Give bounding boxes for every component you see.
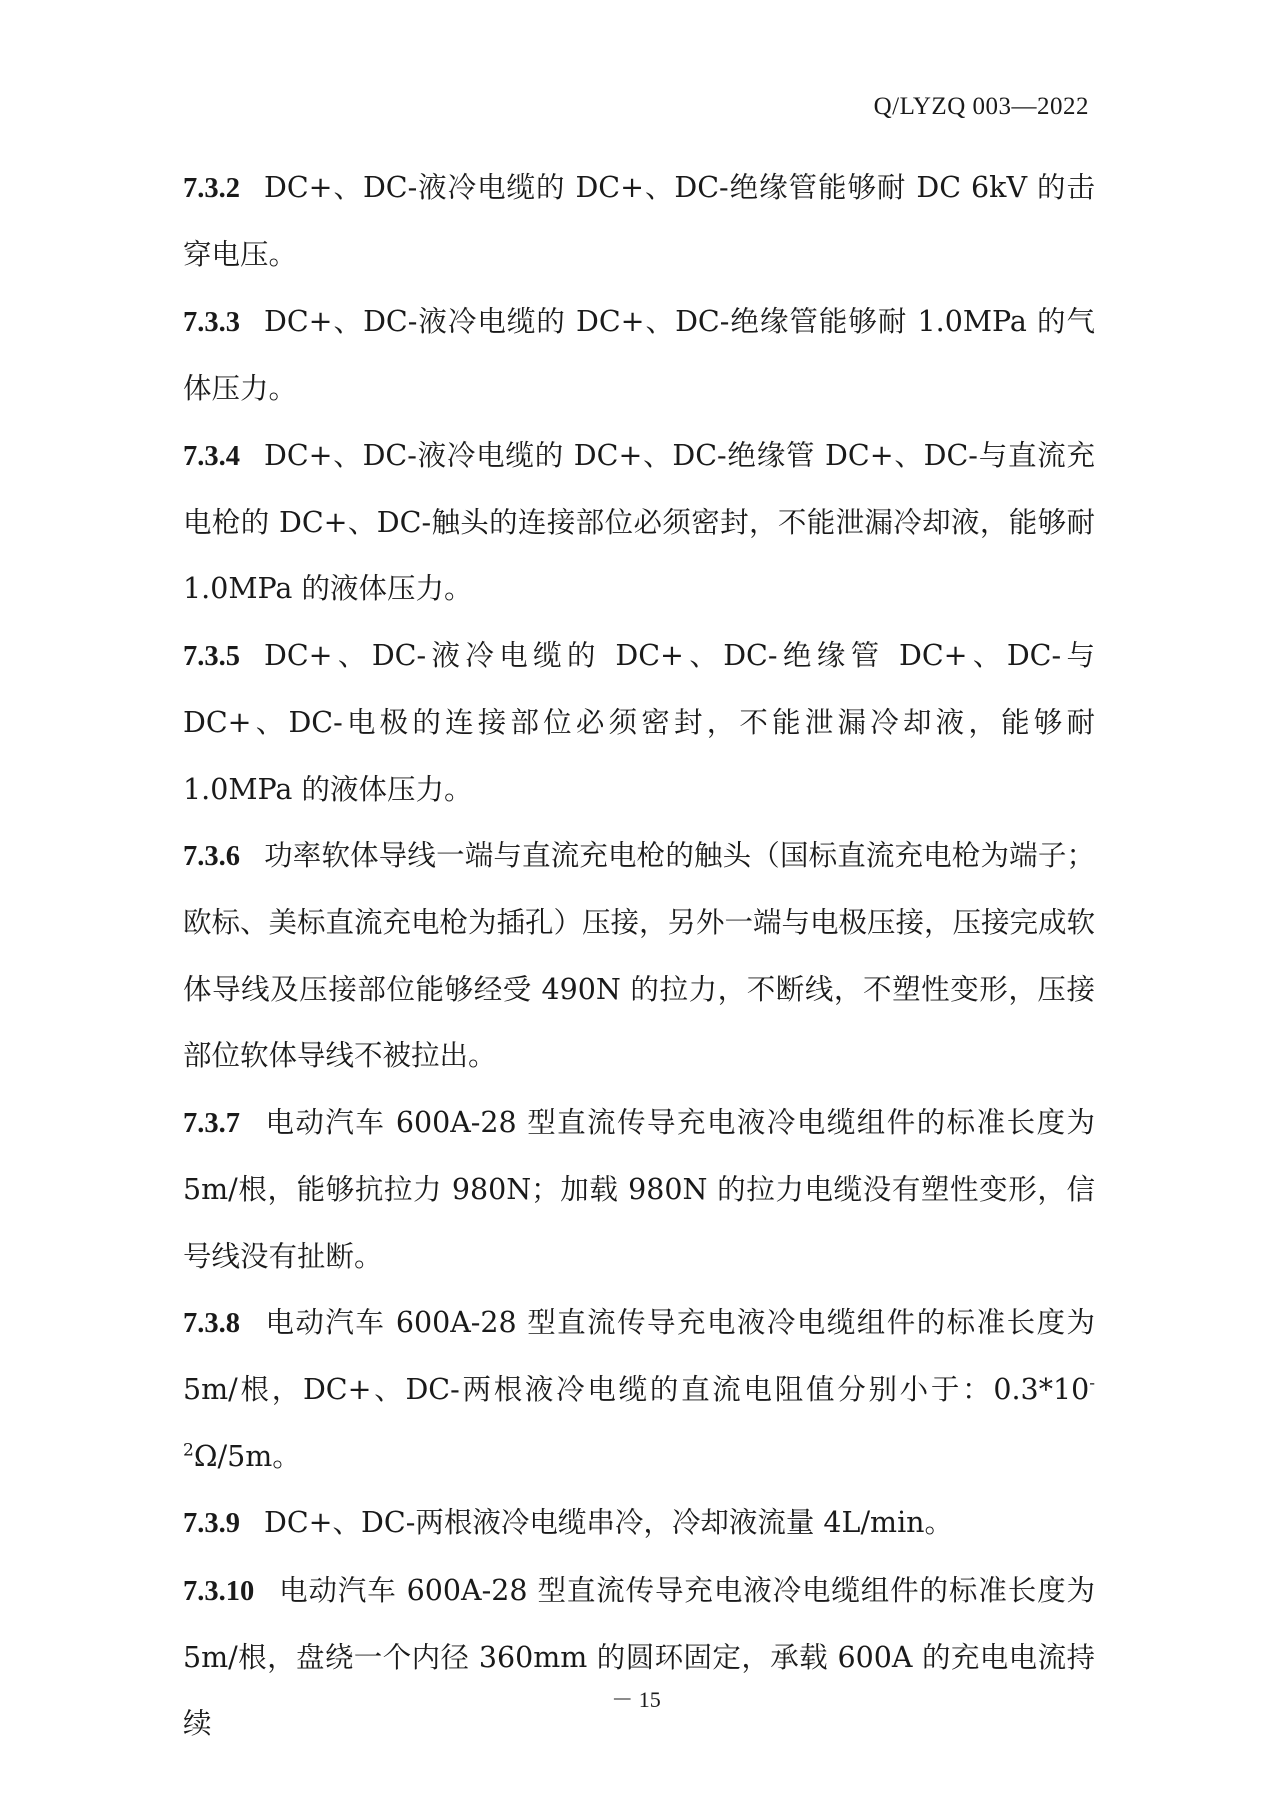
- clause-number: 7.3.10: [183, 1575, 255, 1607]
- clause-7-3-9: [183, 1490, 1095, 1557]
- clause-number: 7.3.4: [183, 440, 240, 472]
- clause-number: 7.3.5: [183, 640, 240, 672]
- clause-text: 电动汽车 600A-28 型直流传导充电液冷电缆组件的标准长度为 5m/根，盘绕一个内径 360mm 的圆环固定，承载 600A 的充电电流持续: [183, 1573, 1095, 1741]
- clause-text: DC+、DC-液冷电缆的 DC+、DC-绝缘管 DC+、DC-与 DC+、DC-电极的连接部位必须密封，不能泄漏冷却液，能够耐 1.0MPa 的液体压力。: [183, 638, 1095, 806]
- clause-7-3-10: [183, 1558, 1095, 1758]
- clause-text: 电动汽车 600A-28 型直流传导充电液冷电缆组件的标准长度为 5m/根，DC+、DC-两根液冷电缆的直流电阻值分别小于：0.3*10: [183, 1305, 1095, 1407]
- clause-number: 7.3.9: [183, 1508, 240, 1540]
- clause-7-3-2: [183, 155, 1095, 289]
- clause-text: 功率软体导线一端与直流充电枪的触头（国标直流充电枪为端子；欧标、美标直流充电枪为插孔）压接，另外一端与电极压接，压接完成软体导线及压接部位能够经受 490N 的拉力，不断线，不塑性变形，压接部位软体导线不被拉出。: [183, 839, 1096, 1073]
- clause-number: 7.3.8: [183, 1307, 240, 1339]
- clause-number: 7.3.3: [183, 306, 240, 338]
- clause-number: 7.3.7: [183, 1107, 240, 1139]
- clause-text: 电动汽车 600A-28 型直流传导充电液冷电缆组件的标准长度为 5m/根，能够抗拉力 980N；加载 980N 的拉力电缆没有塑性变形，信号线没有扯断。: [183, 1105, 1095, 1273]
- clause-text-unit: Ω/5m。: [193, 1439, 301, 1473]
- clause-7-3-8: [183, 1290, 1095, 1490]
- document-code: Q/LYZQ 003—2022: [873, 93, 1089, 120]
- page-number: － 15: [611, 1687, 661, 1712]
- clause-text: DC+、DC-液冷电缆的 DC+、DC-绝缘管能够耐 1.0MPa 的气体压力。: [183, 304, 1095, 406]
- clause-7-3-5: [183, 623, 1095, 823]
- clause-7-3-4: [183, 423, 1095, 623]
- document-body: [183, 155, 1095, 1758]
- clause-number: 7.3.2: [183, 173, 240, 204]
- clause-7-3-6: [183, 823, 1095, 1090]
- clause-7-3-7: [183, 1090, 1095, 1290]
- exponent: -2: [183, 1373, 1095, 1461]
- clause-7-3-3: [183, 289, 1095, 423]
- clause-text: DC+、DC-液冷电缆的 DC+、DC-绝缘管 DC+、DC-与直流充电枪的 DC+、DC-触头的连接部位必须密封，不能泄漏冷却液，能够耐 1.0MPa 的液体压力。: [183, 438, 1095, 606]
- clause-number: 7.3.6: [183, 841, 240, 873]
- clause-text: DC+、DC-液冷电缆的 DC+、DC-绝缘管能够耐 DC 6kV 的击穿电压。: [183, 171, 1095, 272]
- clause-text: DC+、DC-两根液冷电缆串冷，冷却液流量 4L/min。: [264, 1506, 954, 1540]
